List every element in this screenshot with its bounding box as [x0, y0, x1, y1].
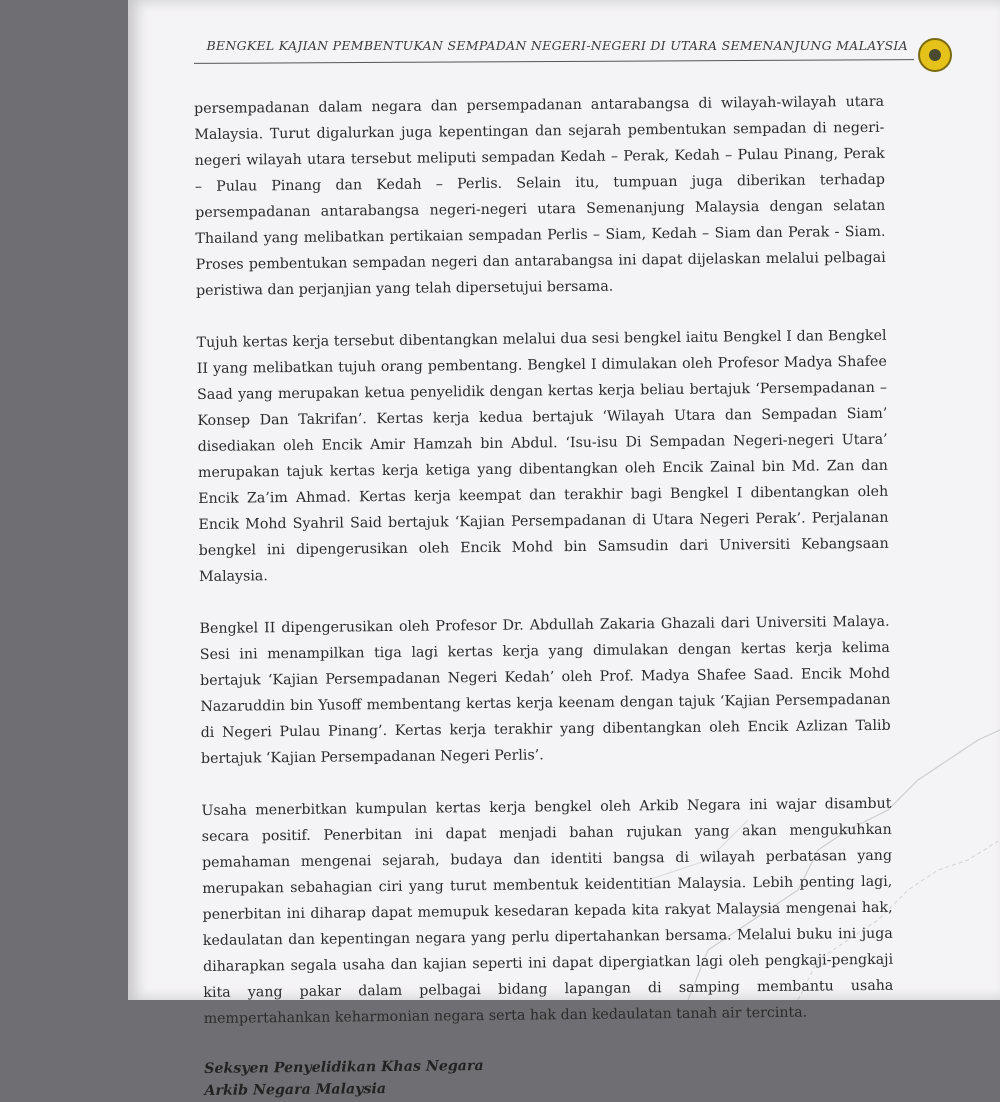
running-header — [194, 36, 914, 64]
signature-line-2: Arkib Negara Malaysia — [204, 1081, 387, 1099]
signature-line-1: Seksyen Penyelidikan Khas Negara — [204, 1058, 484, 1077]
header-rule — [194, 59, 914, 64]
paragraph-3: Bengkel II dipengerusikan oleh Profesor Dr. Abdullah Zakaria Ghazali dari Universiti Malaya. Sesi ini menampilkan tiga lagi kertas kerja yang dimulakan dengan kertas kerja kelima bertajuk ‘Kajian Persempadanan Negeri Kedah’ oleh Prof. Madya Shafee Saad. Encik Mohd Nazaruddin bin Yusoff membentang kertas kerja keenam dengan tajuk ‘Kajian Persempadanan di Negeri Pulau Pinang’. Kertas kerja terakhir yang dibentangkan oleh Encik Azlizan Talib bertajuk ‘Kajian Persempadanan Negeri Perlis’. — [199, 613, 891, 767]
paragraph-2: Tujuh kertas kerja tersebut dibentangkan melalui dua sesi bengkel iaitu Bengkel I dan Bengkel II yang melibatkan tujuh orang pembentang. Bengkel I dimulakan oleh Profesor Madya Shafee Saad yang merupakan ketua penyelidik dengan kertas kerja beliau bertajuk ‘Persempadanan – Konsep Dan Takrifan’. Kertas kerja kedua bertajuk ‘Wilayah Utara dan Sempadan Siam’ disediakan oleh Encik Amir Hamzah bin Abdul. ‘Isu-isu Di Sempadan Negeri-negeri Utara’ merupakan tajuk kertas kerja ketiga yang dibentangkan oleh Encik Zainal bin Md. Zan dan Encik Za’im Ahmad. Kertas kerja keempat dan terakhir bagi Bengkel I dibentangkan oleh Encik Mohd Syahril Said bertajuk ‘Kajian Persempadanan di Utara Negeri Perak’. Perjalanan bengkel ini dipengerusikan oleh Encik Mohd bin Samsudin dari Universiti Kebangsaan Malaysia. — [196, 327, 889, 585]
signature-block — [204, 1051, 894, 1102]
header-title: BENGKEL KAJIAN PEMBENTUKAN SEMPADAN NEGERI-NEGERI DI UTARA SEMENANJUNG MALAYSIA — [206, 38, 908, 53]
document-page — [128, 0, 1000, 1099]
paragraph-1: persempadanan dalam negara dan persempadanan antarabangsa di wilayah-wilayah utara Malaysia. Turut digalurkan juga kepentingan dan sejarah pembentukan sempadan di negeri-negeri wilayah utara tersebut meliputi sempadan Kedah – Perak, Kedah – Pulau Pinang, Perak – Pulau Pinang dan Kedah – Perlis. Selain itu, tumpuan juga diberikan terhadap persempadanan antarabangsa negeri-negeri utara Semenanjung Malaysia dengan selatan Thailand yang melibatkan pertikaian sempadan Perlis – Siam, Kedah – Siam dan Perak - Siam. Proses pembentukan sempadan negeri dan antarabangsa ini dapat dijelaskan melalui pelbagai peristiwa dan perjanjian yang telah dipersetujui bersama. — [194, 93, 886, 299]
main-text — [194, 89, 894, 1102]
seal-icon — [918, 38, 952, 72]
paragraph-4: Usaha menerbitkan kumpulan kertas kerja bengkel oleh Arkib Negara ini wajar disambut secara positif. Penerbitan ini dapat menjadi bahan rujukan yang akan mengukuhkan pemahaman mengenai sejarah, budaya dan identiti bangsa di wilayah perbatasan yang merupakan sebahagian ciri yang turut membentuk keidentitian Malaysia. Lebih penting lagi, penerbitan ini diharap dapat memupuk kesedaran kepada kita rakyat Malaysia mengenai hak, kedaulatan dan kepentingan negara yang perlu dipertahankan bersama. Melalui buku ini juga diharapkan segala usaha dan kajian seperti ini dapat dipergiatkan lagi oleh pengkaji-pengkaji kita yang pakar dalam pelbagai bidang lapangan di samping membantu usaha mempertahankan keharmonian negara serta hak dan kedaulatan tanah air tercinta. — [201, 795, 894, 1027]
